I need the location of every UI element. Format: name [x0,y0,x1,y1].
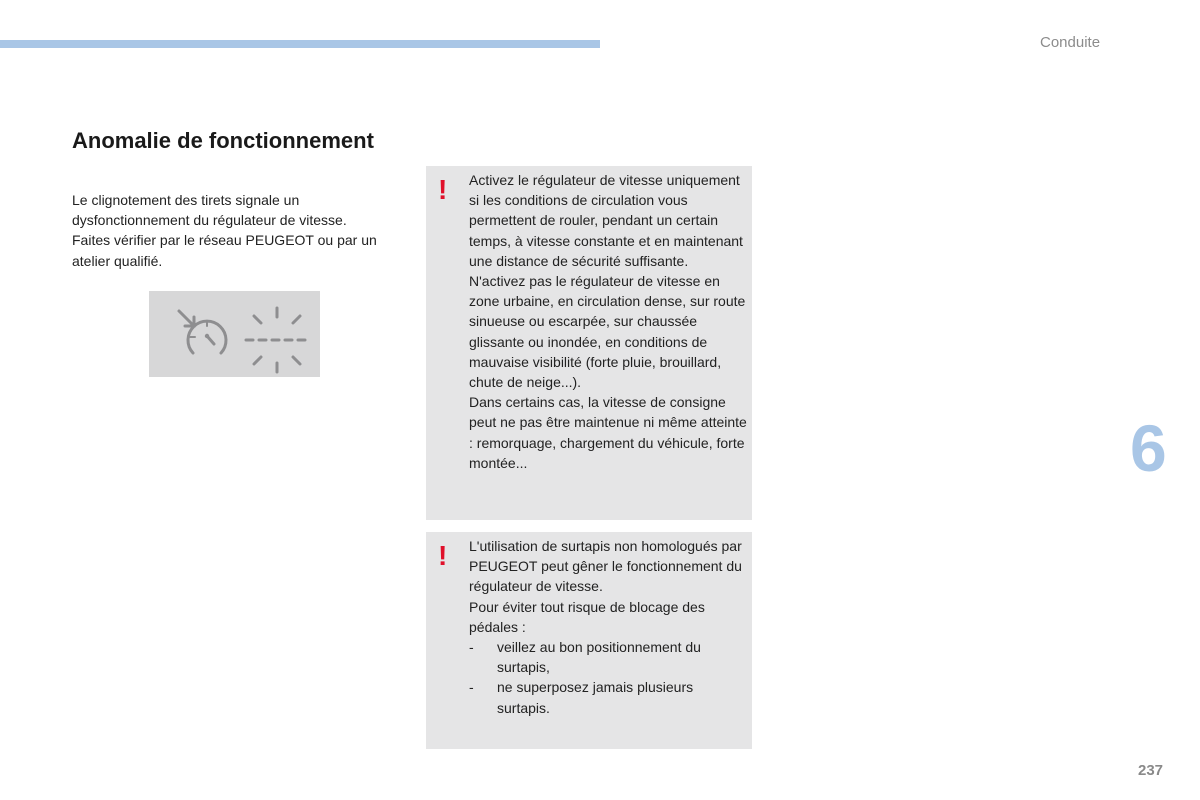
list-item [469,637,747,677]
note-paragraph: L'utilisation de surtapis non homologués par PEUGEOT peut gêner le fonctionnement du régulateur de vitesse. [469,538,742,595]
page-number: 237 [1138,762,1164,779]
bullet-text: ne superposez jamais plusieurs surtapis. [497,679,694,716]
bullet-marker: - [469,639,474,656]
note-paragraph: N'activez pas le régulateur de vitesse en zone urbaine, en circulation dense, sur route sinueuse ou escarpée, sur chaussée glissante ou inondée, en conditions de mauvaise visibilité (forte pluie, brouillard, chute de neige...). [469,273,746,391]
section-label: Conduite [1040,34,1101,51]
warning-note [426,532,752,749]
bullet-text: veillez au bon positionnement du surtapis, [497,639,701,676]
intro-paragraph: Faites vérifier par le réseau PEUGEOT ou par un atelier qualifié. [72,232,377,269]
bullet-marker: - [469,679,474,696]
note-paragraph: Dans certains cas, la vitesse de consigne peut ne pas être maintenue ni même atteinte : remorquage, chargement du véhicule, forte montée... [469,394,747,471]
warning-icon: ! [438,540,448,571]
warning-icon: ! [438,174,448,205]
warning-note [426,166,752,520]
intro-text [72,190,402,271]
list-item [469,677,747,717]
header-accent-bar [0,40,600,48]
note-paragraph: Pour éviter tout risque de blocage des pédales : [469,598,705,635]
chapter-number: 6 [1130,411,1167,485]
note-paragraph: Activez le régulateur de vitesse uniquement si les conditions de circulation vous permettent de rouler, pendant un certain temps, à vitesse constante et en maintenant une distance de sécurité suffisante. [469,172,743,269]
cruise-control-flashing-dashes-icon [149,291,320,377]
warning-note-text [469,536,747,718]
warning-note-text [469,170,747,473]
cruise-control-fault-illustration [149,291,320,377]
page-title: Anomalie de fonctionnement [72,128,374,153]
intro-paragraph: Le clignotement des tirets signale un dysfonctionnement du régulateur de vitesse. [72,192,347,229]
